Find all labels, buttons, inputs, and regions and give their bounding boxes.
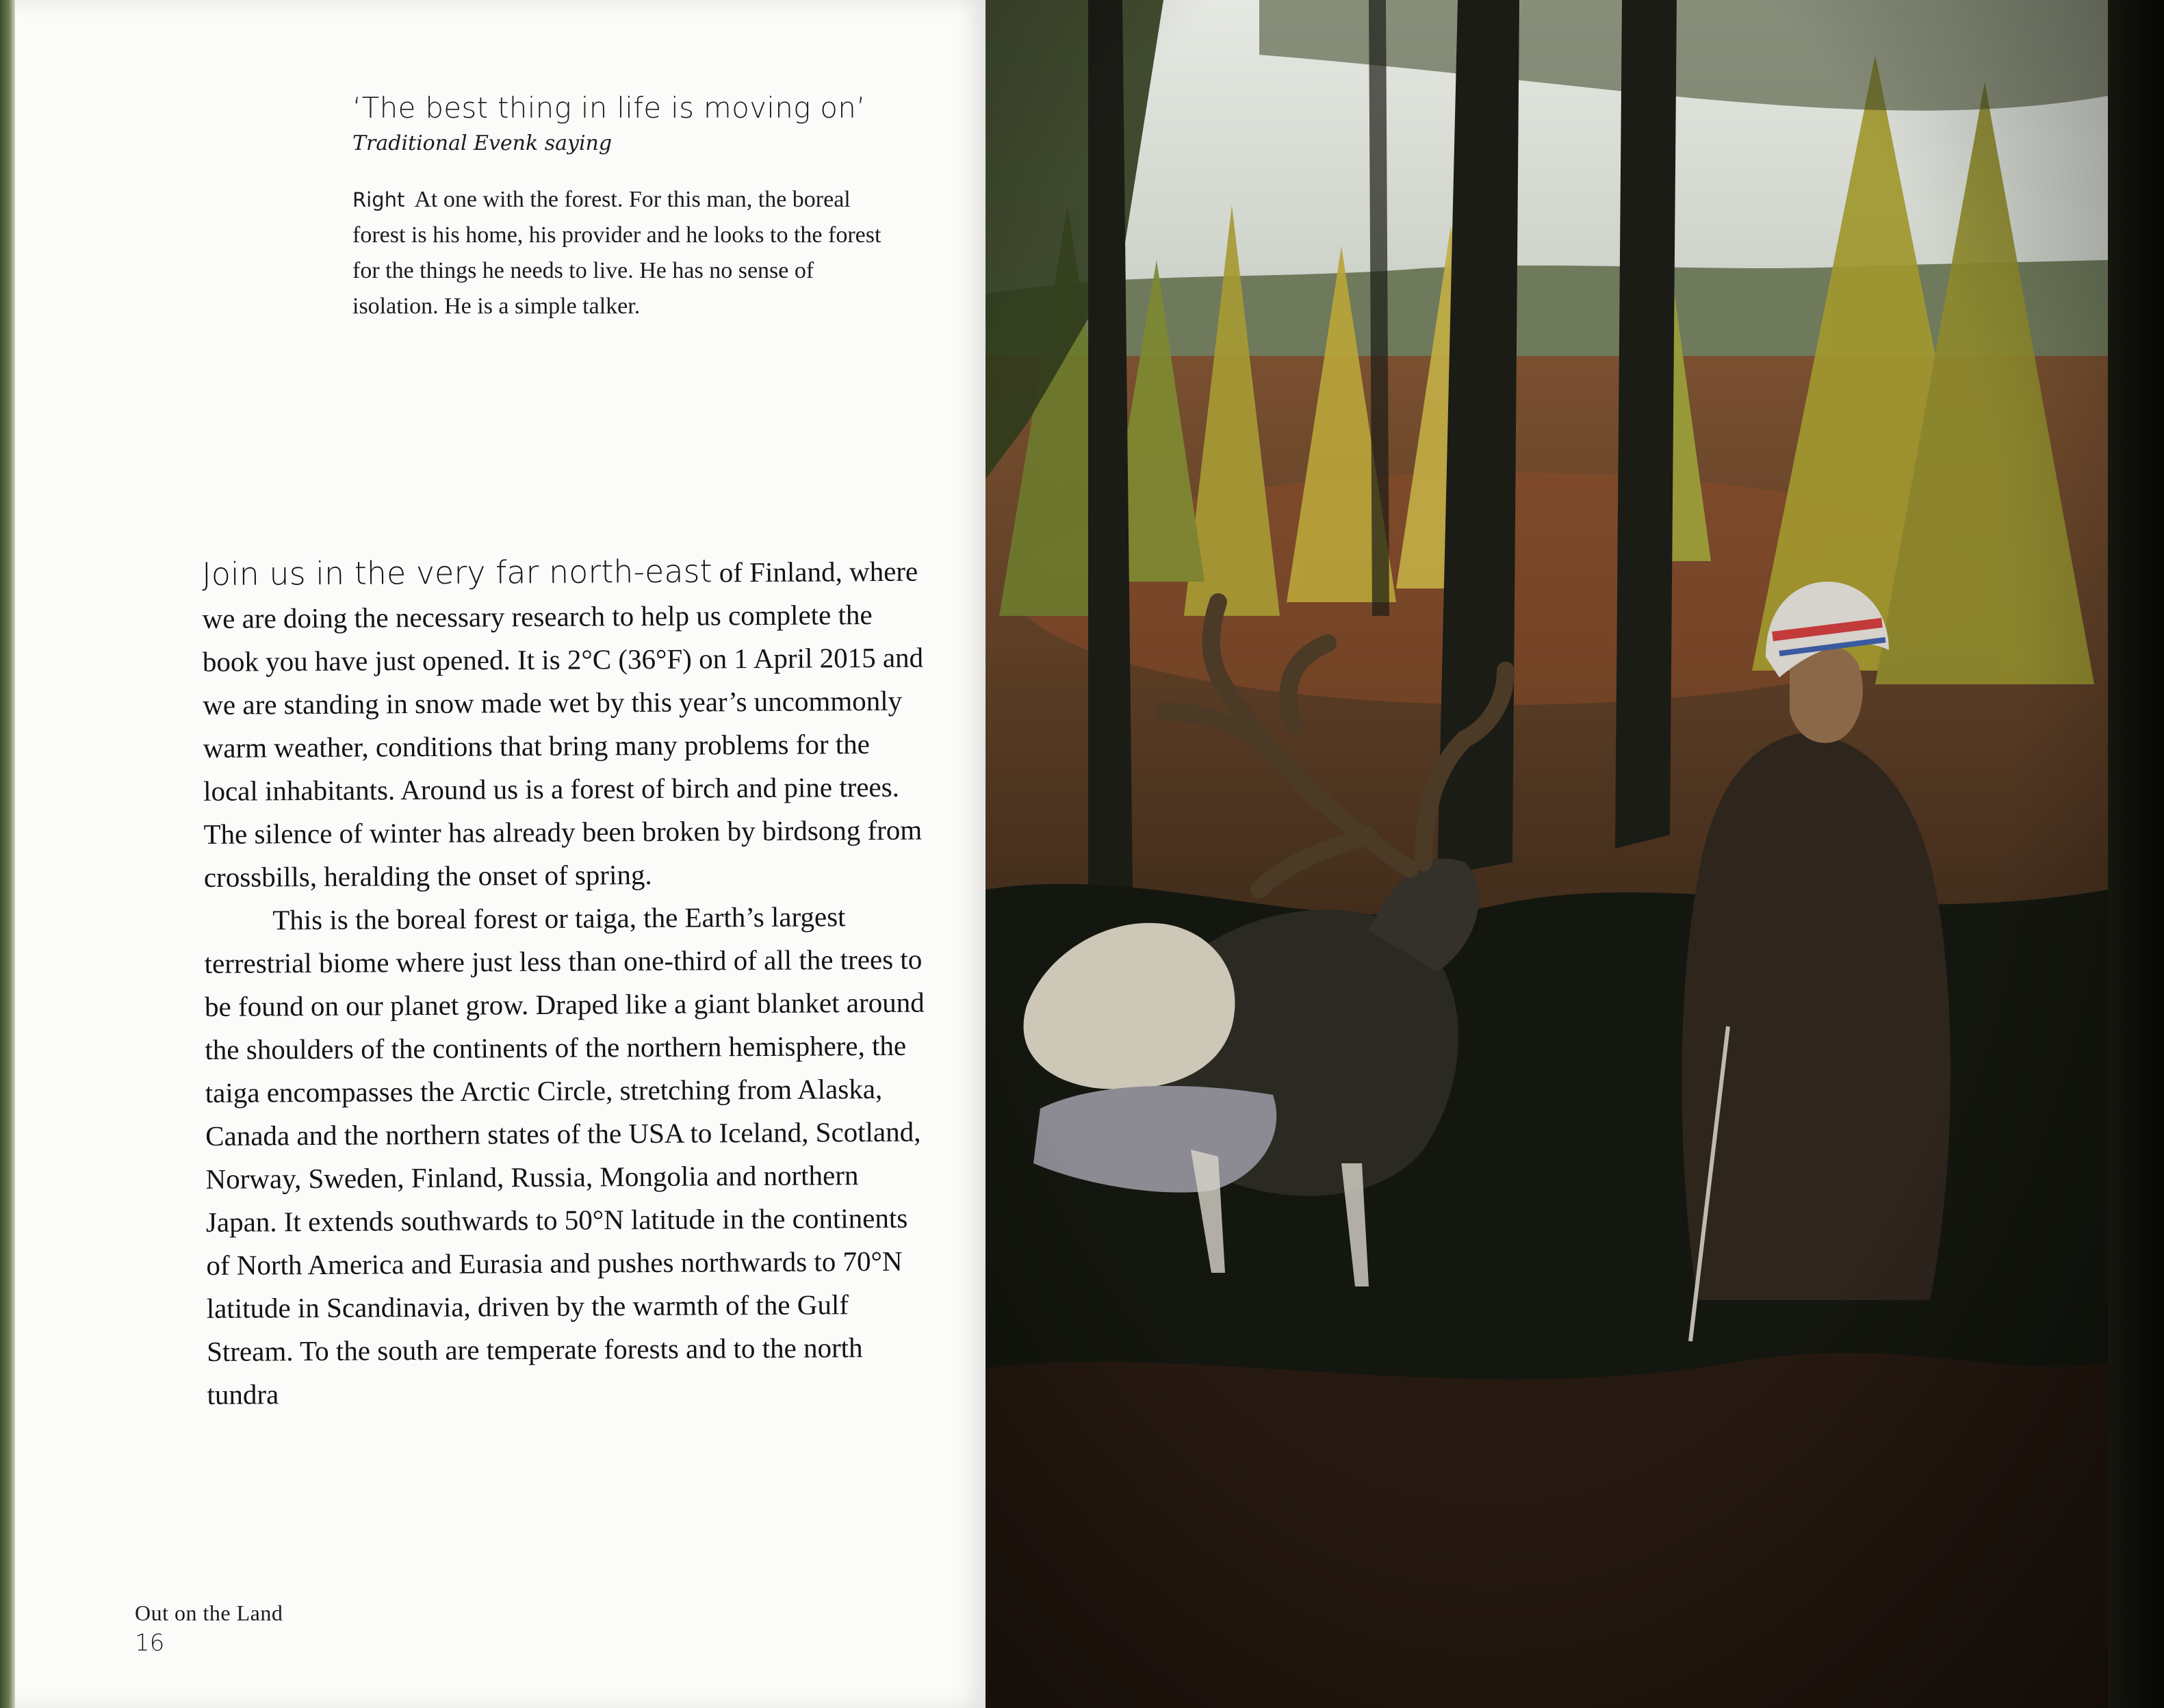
body-text xyxy=(202,549,929,1416)
paragraph-1-text: of Finland, where we are doing the necessary research to help us complete the book you have just opened. It is 2°C (36°F) on 1 April 2015 and we are standing in snow made wet by this year’s uncommonly warm weather, conditions that bring many problems for the local inhabitants. Around us is a forest of birch and pine trees. The silence of winter has already been broken by birdsong from crossbills, heralding the onset of spring. xyxy=(202,555,924,893)
lead-in: Join us in the very far north-east xyxy=(202,552,712,593)
paragraph-2: This is the boreal forest or taiga, the Earth’s largest terrestrial biome where just less than one-third of all the trees to be found on our planet grow. Draped like a giant blanket around the shoulders of the continents of the northern hemisphere, the taiga encompasses the Arctic Circle, stretching from Alaska, Canada and the northern states of the USA to Iceland, Scotland, Norway, Sweden, Finland, Russia, Mongolia and northern Japan. It extends southwards to 50°N latitude in the continents of North America and Eurasia and pushes northwards to 70°N latitude in Scandinavia, driven by the warmth of the Gulf Stream. To the south are temperate forests and to the north tundra xyxy=(204,901,925,1410)
caption-text: At one with the forest. For this man, the boreal forest is his home, his provider and he looks to the forest for the things he needs to live. He has no sense of isolation. He is a simple talker. xyxy=(352,187,881,319)
photo-caption xyxy=(352,182,893,324)
photograph xyxy=(986,0,2108,1708)
page-number: 16 xyxy=(135,1629,165,1657)
page-edge xyxy=(0,0,15,1708)
vignette xyxy=(986,0,2108,1708)
running-head: Out on the Land xyxy=(135,1601,283,1625)
epigraph-attribution: Traditional Evenk saying xyxy=(352,131,613,155)
caption-label: Right xyxy=(352,188,405,211)
epigraph-quote: ‘The best thing in life is moving on’ xyxy=(352,91,866,125)
paragraph-1 xyxy=(202,549,926,899)
epigraph-block xyxy=(352,89,900,324)
page-footer xyxy=(135,1599,283,1659)
binding-gutter xyxy=(2108,0,2164,1708)
left-page xyxy=(0,0,986,1708)
